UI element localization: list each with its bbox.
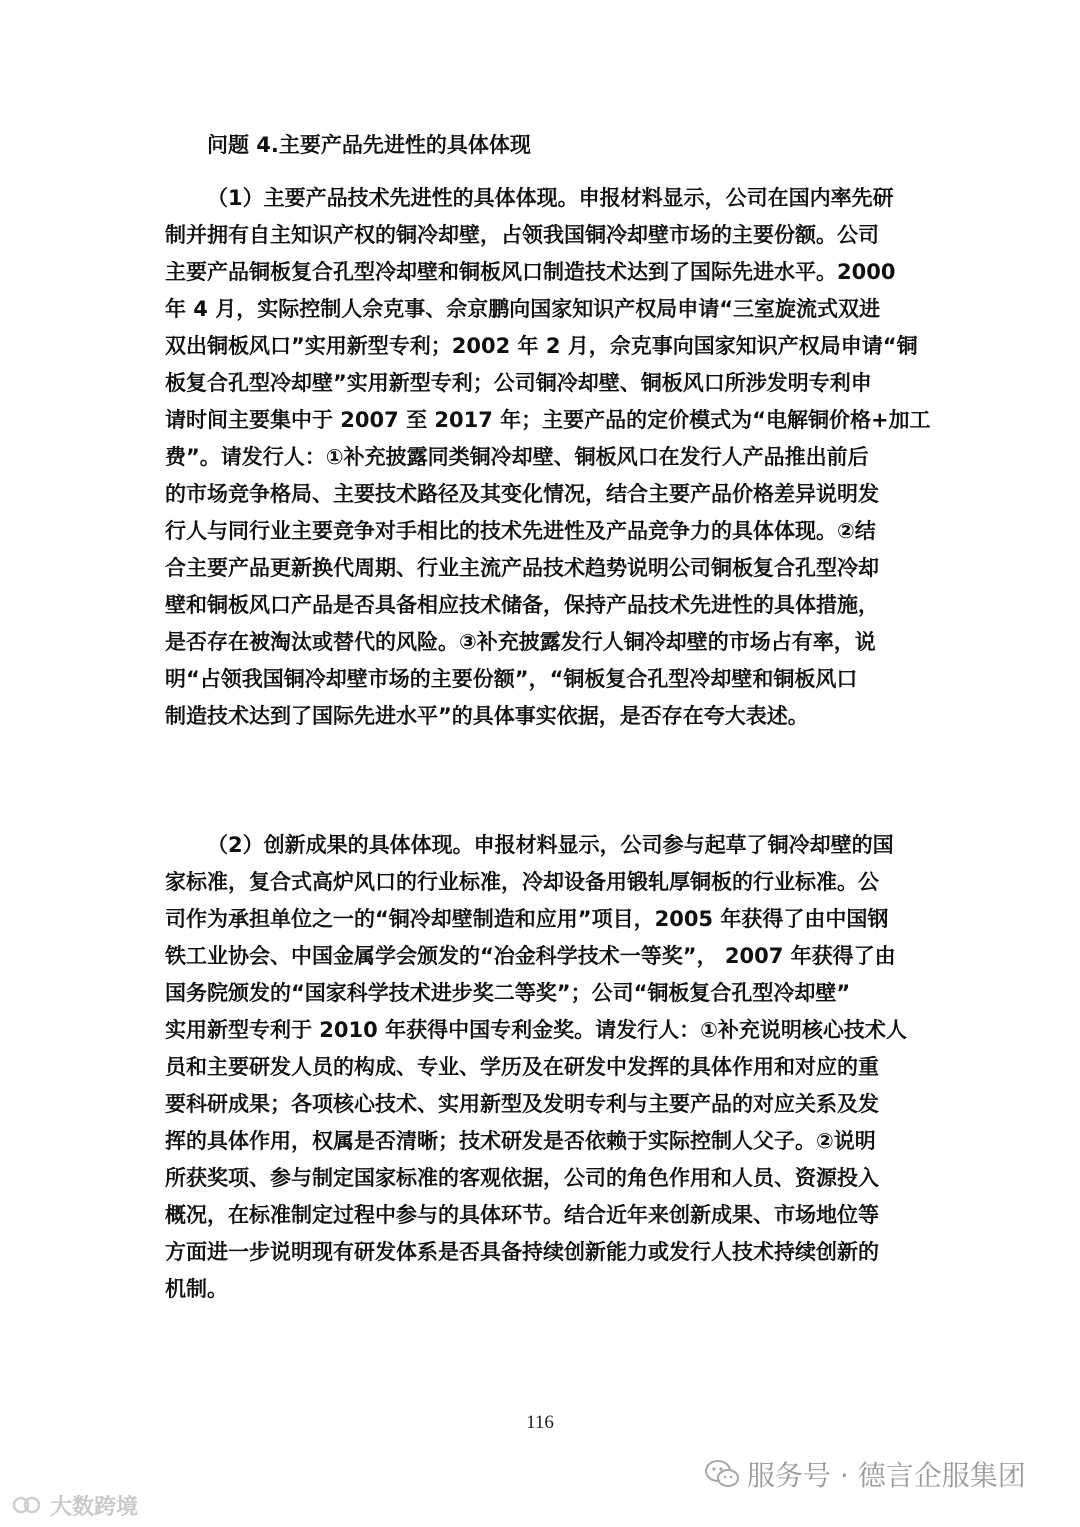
paragraph-line: 是否存在被淘汰或替代的风险。③补充披露发行人铜冷却壁的市场占有率，说 [165, 630, 876, 654]
paragraph-line: 请时间主要集中于 2007 至 2017 年；主要产品的定价模式为“电解铜价格+加工 [165, 408, 931, 432]
wechat-icon [705, 1459, 739, 1489]
paragraph-line: 挥的具体作用，权属是否清晰；技术研发是否依赖于实际控制人父子。②说明 [165, 1129, 876, 1153]
paragraph-line: 机制。 [165, 1277, 228, 1301]
paragraph-line: 员和主要研发人员的构成、专业、学历及在研发中发挥的具体作用和对应的重 [165, 1055, 879, 1079]
paragraph-line: 司作为承担单位之一的“铜冷却壁制造和应用”项目，2005 年获得了由中国钢 [165, 907, 889, 931]
paragraph-line: 合主要产品更新换代周期、行业主流产品技术趋势说明公司铜板复合孔型冷却 [165, 556, 879, 580]
paragraph-line: 国务院颁发的“国家科学技术进步奖二等奖”；公司“铜板复合孔型冷却壁” [165, 981, 851, 1005]
paragraph-line: （2）创新成果的具体体现。申报材料显示，公司参与起草了铜冷却壁的国 [207, 833, 894, 857]
page-number: 116 [526, 1412, 554, 1433]
paragraph-line: 双出铜板风口”实用新型专利；2002 年 2 月，佘克事向国家知识产权局申请“铜 [165, 334, 918, 358]
corner-watermark-text: 大数跨境 [50, 1494, 139, 1520]
paragraph-line: 明“占领我国铜冷却壁市场的主要份额”，“铜板复合孔型冷却壁和铜板风口 [165, 667, 858, 691]
paragraph-line: 年 4 月，实际控制人佘克事、佘京鹏向国家知识产权局申请“三室旋流式双进 [165, 297, 881, 321]
wechat-watermark-text: 服务号 · 德言企服集团 [747, 1459, 1026, 1492]
paragraph-line: 要科研成果；各项核心技术、实用新型及发明专利与主要产品的对应关系及发 [165, 1092, 879, 1116]
paragraph-line: 行人与同行业主要竞争对手相比的技术先进性及产品竞争力的具体体现。②结 [165, 519, 876, 543]
wechat-watermark [705, 1454, 1026, 1494]
paragraph-line: 概况，在标准制定过程中参与的具体环节。结合近年来创新成果、市场地位等 [165, 1203, 879, 1227]
link-icon [10, 1493, 46, 1517]
paragraph-innovation-results [165, 827, 925, 1308]
paragraph-line: 制造技术达到了国际先进水平”的具体事实依据，是否存在夸大表述。 [165, 704, 809, 728]
section-heading: 问题 4.主要产品先进性的具体体现 [207, 133, 531, 157]
corner-watermark [10, 1490, 138, 1520]
paragraph-line: 主要产品铜板复合孔型冷却壁和铜板风口制造技术达到了国际先进水平。2000 [165, 260, 896, 284]
paragraph-line: 制并拥有自主知识产权的铜冷却壁，占领我国铜冷却壁市场的主要份额。公司 [165, 223, 879, 247]
paragraph-product-advancement [165, 180, 931, 735]
paragraph-line: 方面进一步说明现有研发体系是否具备持续创新能力或发行人技术持续创新的 [165, 1240, 879, 1264]
paragraph-line: 实用新型专利于 2010 年获得中国专利金奖。请发行人：①补充说明核心技术人 [165, 1018, 907, 1042]
paragraph-line: 的市场竞争格局、主要技术路径及其变化情况，结合主要产品价格差异说明发 [165, 482, 879, 506]
paragraph-line: 所获奖项、参与制定国家标准的客观依据，公司的角色作用和人员、资源投入 [165, 1166, 879, 1190]
paragraph-line: 家标准，复合式高炉风口的行业标准，冷却设备用锻轧厚铜板的行业标准。公 [165, 870, 879, 894]
paragraph-line: （1）主要产品技术先进性的具体体现。申报材料显示，公司在国内率先研 [207, 186, 894, 210]
paragraph-line: 铁工业协会、中国金属学会颁发的“冶金科学技术一等奖”， 2007 年获得了由 [165, 944, 896, 968]
paragraph-line: 板复合孔型冷却壁”实用新型专利；公司铜冷却壁、铜板风口所涉发明专利申 [165, 371, 872, 395]
paragraph-line: 费”。请发行人：①补充披露同类铜冷却壁、铜板风口在发行人产品推出前后 [165, 445, 869, 469]
paragraph-line: 壁和铜板风口产品是否具备相应技术储备，保持产品技术先进性的具体措施， [165, 593, 879, 617]
